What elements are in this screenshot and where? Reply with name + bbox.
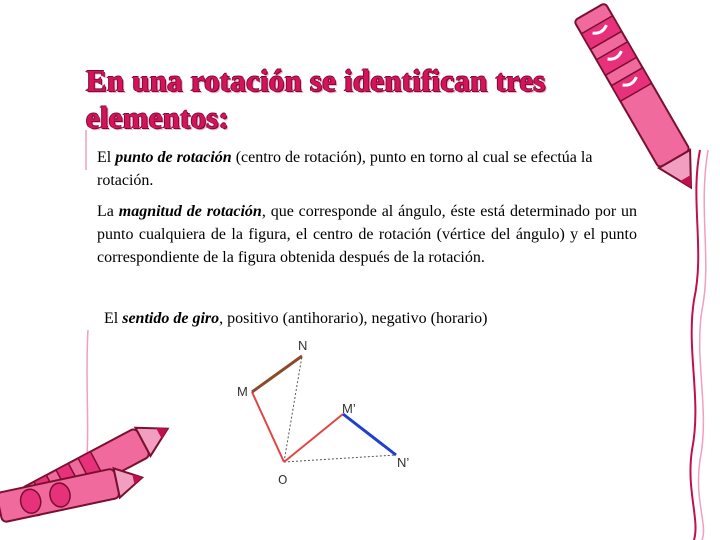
ray-O-M — [252, 392, 284, 462]
label-M: M — [237, 384, 248, 399]
label-Nprime: N’ — [397, 455, 410, 470]
ray-O-Mprime — [284, 414, 343, 462]
dashed-line-O-N — [284, 356, 302, 462]
dashed-line-O-Nprime — [284, 455, 396, 462]
p1-post: (centro de rotación), punto en torno al cual se efectúa la rotación. — [97, 149, 593, 189]
p2-post: , que corresponde al ángulo, éste está determinado por un punto cualquiera de la figura, el centro de rotación (vértice del ángulo) y el punto correspondiente de la figura obtenida después de la rotación. — [97, 203, 638, 266]
p3-term: sentido de giro — [122, 310, 220, 327]
p2-term: magnitud de rotación — [118, 203, 262, 220]
segment-MprimeNprime — [343, 414, 396, 455]
slide-title: En una rotación se identifican tres elementos: — [86, 63, 546, 135]
p3-post: , positivo (antihorario), negativo (horario) — [219, 310, 488, 327]
label-N: N — [298, 338, 308, 353]
p2-pre: La — [97, 203, 119, 220]
p1-pre: El — [97, 149, 116, 166]
label-O: O — [278, 473, 288, 487]
label-Mprime: M’ — [342, 401, 356, 416]
p1-term: punto de rotación — [115, 149, 232, 166]
segment-MN — [252, 356, 302, 392]
p3-pre: El — [104, 310, 123, 327]
